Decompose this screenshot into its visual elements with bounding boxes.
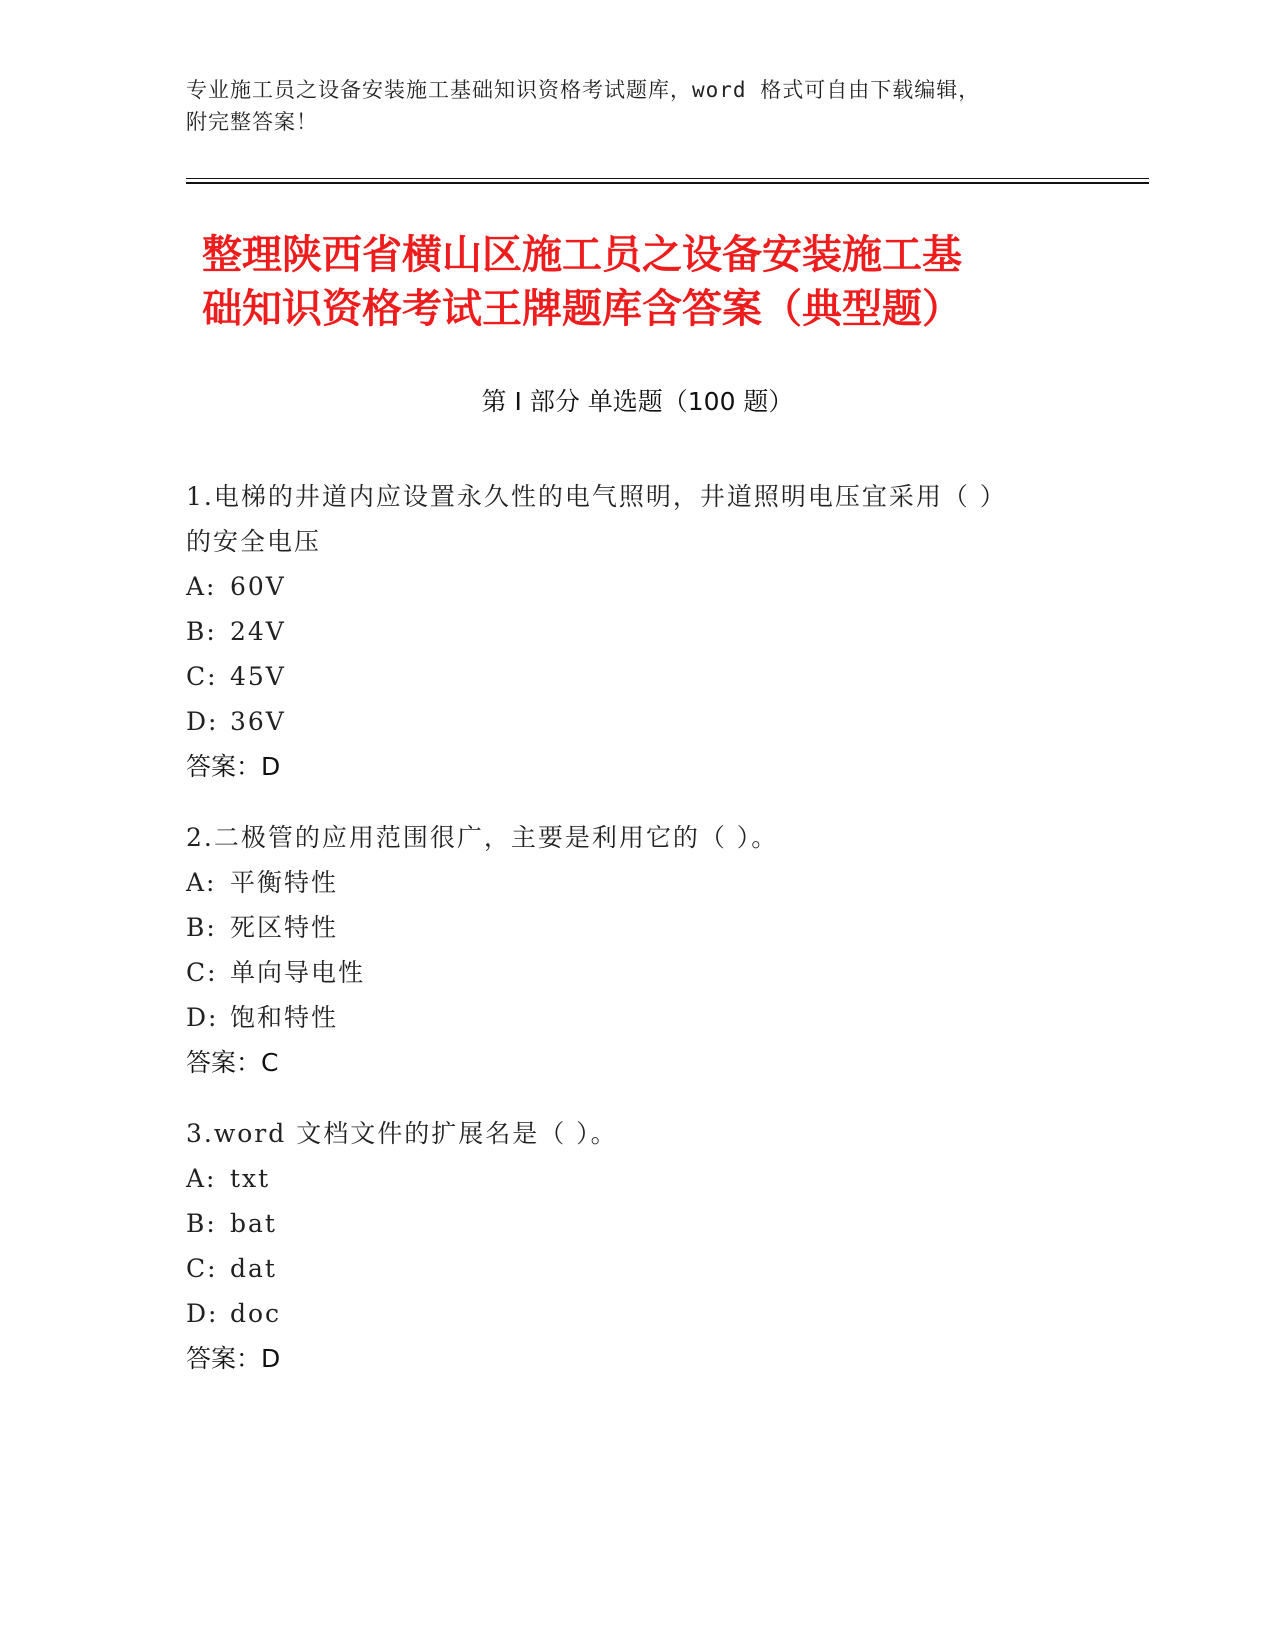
answer-line: 答案：D bbox=[186, 1344, 281, 1373]
option-key: D: bbox=[186, 1299, 219, 1328]
option-text: 45V bbox=[230, 662, 286, 691]
question-stem-line: 3.word 文档文件的扩展名是（ ）。 bbox=[186, 1119, 618, 1148]
option-a bbox=[186, 860, 1086, 905]
question-stem-line: 的安全电压 bbox=[186, 527, 322, 556]
question-stem bbox=[186, 815, 1086, 860]
option-text: 单向导电性 bbox=[230, 958, 366, 987]
option-d bbox=[186, 995, 1086, 1040]
question-1 bbox=[186, 474, 1086, 789]
header-note-line: 专业施工员之设备安装施工基础知识资格考试题库，word 格式可自由下载编辑， bbox=[186, 78, 981, 102]
section-heading: 第 I 部分 单选题（100 题） bbox=[481, 387, 794, 416]
option-text: 平衡特性 bbox=[230, 868, 339, 897]
header-note bbox=[186, 74, 1086, 138]
option-text: 饱和特性 bbox=[230, 1003, 339, 1032]
question-stem bbox=[186, 474, 1086, 564]
question-3 bbox=[186, 1111, 1086, 1381]
question-stem-line: 2.二极管的应用范围很广，主要是利用它的（ ）。 bbox=[186, 823, 779, 852]
option-key: C: bbox=[186, 1254, 218, 1283]
title-line: 整理陕西省横山区施工员之设备安装施工基 bbox=[202, 232, 962, 278]
option-c bbox=[186, 950, 1086, 995]
option-key: D: bbox=[186, 1003, 219, 1032]
option-b bbox=[186, 609, 1086, 654]
option-text: dat bbox=[230, 1254, 277, 1283]
option-d bbox=[186, 699, 1086, 744]
header-note-line: 附完整答案！ bbox=[186, 110, 318, 134]
question-list bbox=[186, 474, 1086, 1407]
option-d bbox=[186, 1291, 1086, 1336]
option-key: A: bbox=[186, 572, 217, 601]
option-a bbox=[186, 1156, 1086, 1201]
question-2 bbox=[186, 815, 1086, 1085]
option-key: D: bbox=[186, 707, 219, 736]
question-stem-line: 1.电梯的井道内应设置永久性的电气照明，井道照明电压宜采用（ ） bbox=[186, 482, 1007, 511]
header-divider-thin bbox=[186, 178, 1149, 179]
option-text: 死区特性 bbox=[230, 913, 339, 942]
option-key: A: bbox=[186, 868, 217, 897]
option-key: A: bbox=[186, 1164, 217, 1193]
option-text: txt bbox=[230, 1164, 271, 1193]
option-c bbox=[186, 654, 1086, 699]
option-text: 60V bbox=[230, 572, 286, 601]
option-text: doc bbox=[230, 1299, 282, 1328]
option-text: 36V bbox=[230, 707, 286, 736]
option-key: C: bbox=[186, 662, 218, 691]
option-key: C: bbox=[186, 958, 218, 987]
answer-line: 答案：D bbox=[186, 752, 281, 781]
option-text: 24V bbox=[230, 617, 286, 646]
option-b bbox=[186, 1201, 1086, 1246]
option-b bbox=[186, 905, 1086, 950]
option-text: bat bbox=[230, 1209, 277, 1238]
option-key: B: bbox=[186, 913, 217, 942]
option-key: B: bbox=[186, 1209, 217, 1238]
document-title bbox=[202, 228, 1102, 336]
title-line: 础知识资格考试王牌题库含答案（典型题） bbox=[202, 286, 962, 332]
answer-line: 答案：C bbox=[186, 1048, 279, 1077]
option-key: B: bbox=[186, 617, 217, 646]
option-c bbox=[186, 1246, 1086, 1291]
header-divider-thick bbox=[186, 182, 1149, 184]
option-a bbox=[186, 564, 1086, 609]
question-stem bbox=[186, 1111, 1086, 1156]
